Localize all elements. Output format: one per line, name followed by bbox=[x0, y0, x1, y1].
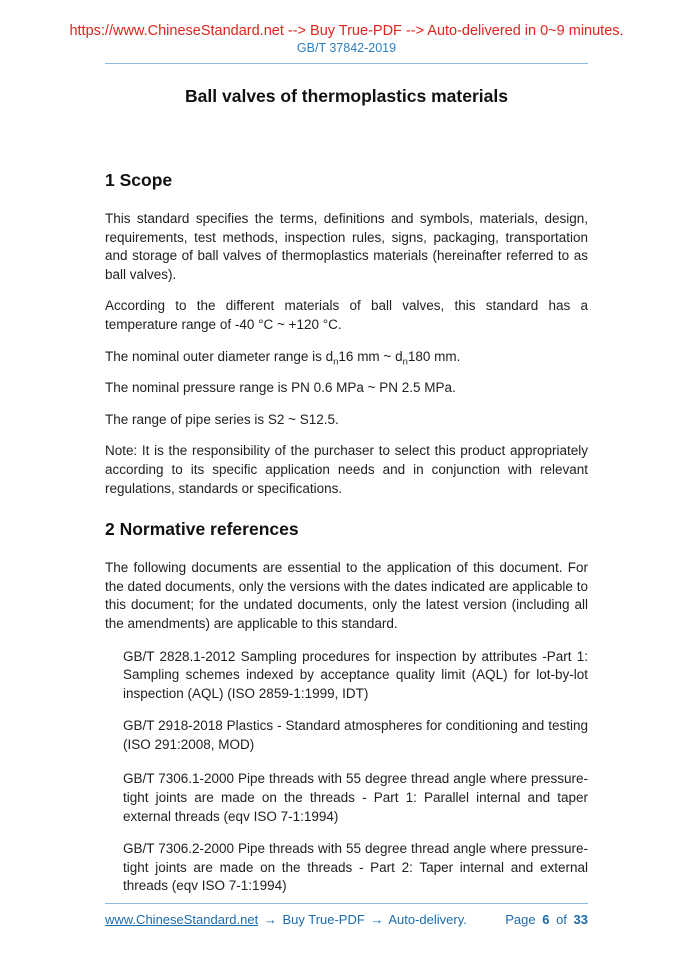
page-of-label: of bbox=[556, 912, 567, 927]
scope-paragraph-1: This standard specifies the terms, definitions and symbols, materials, design, requirements, test methods, inspection rules, signs, packaging, transportation and storage of ball valves of thermoplastics materials (hereinafter referred to as ball valves). bbox=[105, 211, 588, 282]
right-arrow-icon: → bbox=[263, 912, 277, 927]
document-title: Ball valves of thermoplastics materials bbox=[185, 86, 508, 106]
diameter-text-1: The nominal outer diameter range is d bbox=[105, 348, 334, 364]
document-body bbox=[105, 170, 588, 896]
page-label: Page bbox=[505, 912, 536, 927]
normative-intro: The following documents are essential to the application of this document. For the dated documents, only the versions with the dates indicated are applicable to this document; for the undated documents, only the latest version (including all the amendments) are applicable to this standard. bbox=[105, 560, 588, 631]
footer-site-link[interactable]: www.ChineseStandard.net bbox=[105, 912, 259, 927]
reference-item: GB/T 2828.1-2012 Sampling procedures for inspection by attributes -Part 1: Sampling schemes indexed by acceptance quality limit (AQL) for lot-by-lot inspection (AQL) (ISO 2859-1:1999, IDT) bbox=[123, 648, 588, 701]
diameter-text-2: 16 mm ~ d bbox=[338, 348, 403, 364]
scope-paragraph-pipe-series: The range of pipe series is S2 ~ S12.5. bbox=[105, 411, 339, 427]
reference-item: GB/T 7306.2-2000 Pipe threads with 55 degree thread angle where pressure-tight joints are made on the threads - Part 2: Taper internal and external threads (eqv ISO 7-1:1994) bbox=[123, 841, 588, 894]
right-arrow-icon: → bbox=[370, 912, 384, 927]
standard-code: GB/T 37842-2019 bbox=[296, 41, 397, 55]
normative-reference-list bbox=[123, 648, 588, 897]
reference-item: GB/T 2918-2018 Plastics - Standard atmospheres for conditioning and testing (ISO 291:2008, MOD) bbox=[123, 718, 588, 752]
scope-note: Note: It is the responsibility of the purchaser to select this product appropriately according to its specific application needs and in conjunction with relevant regulations, standards or specifications. bbox=[105, 443, 588, 496]
section-heading-normative-references: 2 Normative references bbox=[105, 519, 299, 540]
diameter-subscript-2: n bbox=[402, 356, 408, 368]
footer-buy-text: Buy True-PDF bbox=[282, 912, 365, 927]
footer-delivery-text: Auto-delivery. bbox=[388, 912, 467, 927]
scope-paragraph-2: According to the different materials of ball valves, this standard has a temperature range of -40 °C ~ +120 °C. bbox=[105, 298, 588, 332]
header-divider bbox=[105, 63, 588, 64]
reference-item: GB/T 7306.1-2000 Pipe threads with 55 degree thread angle where pressure-tight joints are made on the threads - Part 1: Parallel internal and taper external threads (eqv ISO 7-1:1994) bbox=[123, 771, 588, 824]
page-indicator bbox=[502, 912, 588, 927]
scope-paragraph-diameter bbox=[105, 348, 588, 367]
scope-paragraph-pressure: The nominal pressure range is PN 0.6 MPa ~ PN 2.5 MPa. bbox=[105, 380, 456, 396]
diameter-text-3: 180 mm. bbox=[407, 348, 461, 364]
footer-promo bbox=[105, 912, 467, 927]
page-number-current: 6 bbox=[542, 912, 550, 927]
diameter-subscript-1: n bbox=[333, 356, 339, 368]
section-heading-scope: 1 Scope bbox=[105, 170, 173, 190]
page-footer bbox=[105, 903, 588, 927]
page-number-total: 33 bbox=[573, 912, 588, 927]
header-promo-line: https://www.ChineseStandard.net --> Buy True-PDF --> Auto-delivered in 0~9 minutes. bbox=[69, 23, 624, 39]
